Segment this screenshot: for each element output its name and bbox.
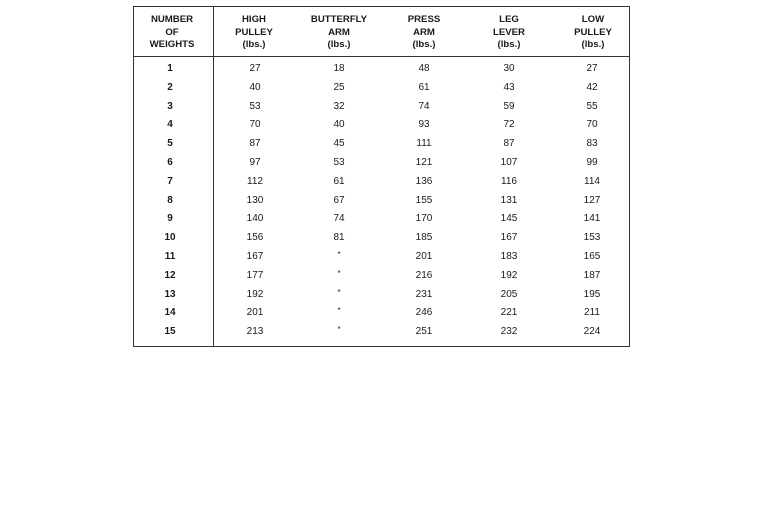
cell-butterfly-arm: 81 [333, 232, 345, 244]
cell-butterfly-arm: 67 [333, 194, 345, 206]
cell-low-pulley: 224 [583, 326, 601, 338]
weight-resistance-table [133, 6, 630, 347]
header-butterfly-arm: BUTTERFLY ARM (lbs.) [310, 14, 368, 50]
header-low-pulley: LOW PULLEY (lbs.) [574, 14, 612, 50]
cell-press-arm: 93 [418, 119, 430, 131]
table-row [134, 116, 629, 135]
header-divider [134, 56, 629, 57]
table-row [134, 304, 629, 323]
cell-butterfly-arm: 61 [333, 175, 345, 187]
cell-high-pulley: 40 [249, 81, 261, 93]
table-row [134, 192, 629, 211]
cell-high-pulley: 167 [246, 251, 264, 262]
cell-low-pulley: 165 [583, 251, 601, 262]
table-row [134, 60, 629, 79]
cell-row-number: 4 [167, 119, 173, 131]
cell-row-number: 13 [164, 288, 176, 300]
cell-press-arm: 136 [415, 175, 433, 187]
cell-press-arm: 48 [418, 63, 430, 74]
table-row [134, 79, 629, 98]
cell-row-number: 8 [167, 194, 173, 206]
cell-leg-lever: 232 [500, 326, 518, 338]
cell-low-pulley: 42 [586, 81, 598, 93]
cell-leg-lever: 43 [503, 81, 515, 93]
cell-high-pulley: 27 [249, 63, 261, 74]
cell-butterfly-arm: 25 [333, 81, 345, 93]
header-high-pulley: HIGH PULLEY (lbs.) [235, 14, 273, 50]
cell-press-arm: 121 [415, 157, 433, 168]
table-row [134, 323, 629, 342]
cell-high-pulley: 130 [246, 194, 264, 206]
cell-row-number: 6 [167, 157, 173, 168]
cell-high-pulley: 112 [247, 175, 263, 187]
table-row [134, 154, 629, 173]
cell-leg-lever: 116 [501, 175, 517, 187]
cell-leg-lever: 221 [500, 307, 518, 319]
table-row [134, 248, 629, 267]
cell-leg-lever: 87 [503, 138, 515, 150]
cell-low-pulley: 114 [584, 175, 600, 187]
cell-butterfly-arm: * [337, 287, 341, 297]
cell-row-number: 11 [164, 251, 176, 262]
cell-low-pulley: 27 [586, 63, 598, 74]
cell-high-pulley: 53 [249, 100, 261, 112]
cell-butterfly-arm: * [337, 268, 341, 278]
cell-row-number: 7 [167, 175, 173, 187]
cell-press-arm: 231 [415, 288, 433, 300]
cell-low-pulley: 99 [586, 157, 598, 168]
table-row [134, 286, 629, 305]
cell-leg-lever: 192 [500, 269, 518, 281]
cell-high-pulley: 213 [246, 326, 264, 338]
cell-leg-lever: 30 [503, 63, 515, 74]
cell-high-pulley: 201 [246, 307, 264, 319]
cell-leg-lever: 72 [503, 119, 515, 131]
cell-low-pulley: 195 [583, 288, 601, 300]
cell-butterfly-arm: 45 [333, 138, 345, 150]
cell-row-number: 2 [167, 81, 173, 93]
cell-row-number: 1 [167, 63, 173, 74]
cell-high-pulley: 87 [249, 138, 261, 150]
cell-row-number: 10 [164, 232, 176, 244]
cell-low-pulley: 153 [583, 232, 601, 244]
cell-leg-lever: 107 [500, 157, 518, 168]
cell-press-arm: 61 [418, 81, 430, 93]
cell-butterfly-arm: * [337, 306, 341, 316]
cell-low-pulley: 141 [583, 213, 601, 225]
cell-press-arm: 251 [415, 326, 433, 338]
cell-press-arm: 170 [415, 213, 433, 225]
cell-row-number: 9 [167, 213, 173, 225]
cell-butterfly-arm: 74 [333, 213, 345, 225]
cell-high-pulley: 97 [249, 157, 261, 168]
cell-leg-lever: 59 [503, 100, 515, 112]
cell-press-arm: 74 [418, 100, 430, 112]
cell-butterfly-arm: * [337, 325, 341, 335]
cell-press-arm: 111 [416, 138, 432, 150]
cell-press-arm: 246 [415, 307, 433, 319]
cell-leg-lever: 205 [500, 288, 518, 300]
cell-low-pulley: 55 [586, 100, 598, 112]
cell-butterfly-arm: 18 [333, 63, 345, 74]
cell-press-arm: 216 [415, 269, 433, 281]
cell-leg-lever: 131 [500, 194, 518, 206]
cell-leg-lever: 167 [500, 232, 518, 244]
table-row [134, 210, 629, 229]
cell-low-pulley: 127 [583, 194, 601, 206]
cell-row-number: 5 [167, 138, 173, 150]
cell-leg-lever: 183 [500, 251, 518, 262]
cell-low-pulley: 70 [586, 119, 598, 131]
cell-high-pulley: 156 [246, 232, 264, 244]
cell-high-pulley: 177 [246, 269, 264, 281]
cell-press-arm: 155 [415, 194, 433, 206]
header-leg-lever: LEG LEVER (lbs.) [493, 14, 525, 50]
cell-butterfly-arm: 40 [333, 119, 345, 131]
cell-leg-lever: 145 [500, 213, 518, 225]
cell-low-pulley: 83 [586, 138, 598, 150]
cell-row-number: 3 [167, 100, 173, 112]
cell-butterfly-arm: * [337, 250, 341, 259]
table-row [134, 135, 629, 154]
cell-low-pulley: 211 [584, 307, 600, 319]
header-number-of-weights: NUMBER OF WEIGHTS [149, 14, 195, 50]
cell-row-number: 14 [164, 307, 176, 319]
cell-high-pulley: 70 [249, 119, 261, 131]
table-row [134, 98, 629, 117]
cell-butterfly-arm: 53 [333, 157, 345, 168]
cell-high-pulley: 192 [246, 288, 264, 300]
table-row [134, 173, 629, 192]
cell-press-arm: 201 [415, 251, 433, 262]
table-row [134, 229, 629, 248]
cell-butterfly-arm: 32 [333, 100, 345, 112]
table-row [134, 267, 629, 286]
cell-press-arm: 185 [415, 232, 433, 244]
cell-low-pulley: 187 [583, 269, 601, 281]
cell-high-pulley: 140 [246, 213, 264, 225]
header-press-arm: PRESS ARM (lbs.) [407, 14, 441, 50]
cell-row-number: 15 [164, 326, 176, 338]
cell-row-number: 12 [164, 269, 176, 281]
